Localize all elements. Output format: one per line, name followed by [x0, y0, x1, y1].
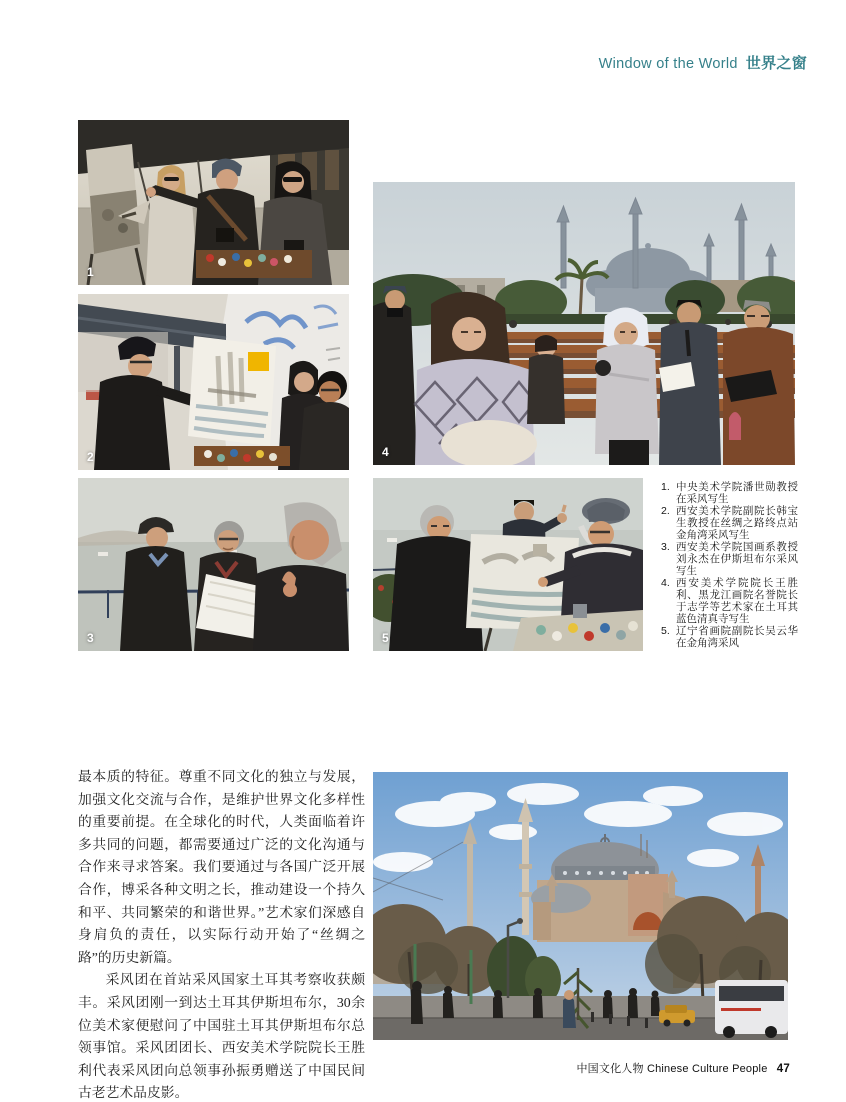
- caption-item: [661, 505, 798, 541]
- photo-number-badge: 1: [87, 265, 94, 279]
- caption-text: 辽宁省画院副院长吴云华在金角湾采风: [676, 625, 798, 649]
- caption-number: 2.: [661, 505, 670, 517]
- photo-4-illustration: [373, 182, 795, 465]
- caption-item: [661, 481, 798, 505]
- section-title-zh: 世界之窗: [745, 55, 807, 72]
- photo-painting-on-ferry: [78, 120, 349, 285]
- article-body: [78, 766, 365, 1102]
- caption-number: 1.: [661, 481, 670, 493]
- photo-captions-list: [661, 481, 798, 649]
- caption-item: [661, 541, 798, 577]
- photo-number-badge: 5: [382, 631, 389, 645]
- section-title-en: Window of the World: [598, 56, 738, 72]
- photo-number-badge: 2: [87, 450, 94, 464]
- caption-item: [661, 625, 798, 649]
- journal-name-zh: 中国文化人物: [576, 1063, 644, 1075]
- photo-number-badge: 4: [382, 445, 389, 459]
- journal-name-en: Chinese Culture People: [646, 1063, 768, 1075]
- photo-painter-easel-thumbsup: [373, 478, 643, 651]
- page-number: 47: [776, 1063, 790, 1075]
- photo-3-illustration: [78, 478, 349, 651]
- photo-sketchbook-review: [78, 478, 349, 651]
- page-footer: [576, 1060, 790, 1076]
- photo-painter-graffiti-wall: [78, 294, 349, 470]
- caption-number: 4.: [661, 577, 670, 589]
- photo-5-illustration: [373, 478, 643, 651]
- caption-text: 中央美术学院潘世勋教授在采风写生: [676, 481, 798, 505]
- caption-text: 西安美术学院副院长韩宝生教授在丝绸之路终点站金角湾采风写生: [676, 505, 798, 541]
- article-paragraph-2: 采风团在首站采风国家土耳其考察收获颇丰。采风团刚一到达土耳其伊斯坦布尔，30余位美术家便慰问了中国驻土耳其伊斯坦布尔总领事馆。采风团团长、西安美术学院院长王胜利代表采风团向总领事孙振勇赠送了中国民间古老艺术品皮影。: [78, 972, 365, 1101]
- caption-number: 3.: [661, 541, 670, 553]
- caption-number: 5.: [661, 625, 670, 637]
- photo-6-illustration: [373, 772, 788, 1040]
- caption-text: 西安美术学院院长王胜利、黑龙江画院名誉院长于志学等艺术家在土耳其蓝色清真寺写生: [676, 577, 798, 625]
- caption-item: [661, 577, 798, 625]
- photo-blue-mosque-square: [373, 182, 795, 465]
- photo-2-illustration: [78, 294, 349, 470]
- caption-text: 西安美术学院国画系教授刘永杰在伊斯坦布尔采风写生: [676, 541, 798, 577]
- section-header: [599, 52, 807, 73]
- photo-hagia-sophia: [373, 772, 788, 1040]
- photo-number-badge: 3: [87, 631, 94, 645]
- photo-1-illustration: [78, 120, 349, 285]
- article-paragraph-1: 最本质的特征。尊重不同文化的独立与发展，加强文化交流与合作，是维护世界文化多样性的重要前提。在全球化的时代，人类面临着许多共同的问题，都需要通过广泛的文化沟通与合作来寻求答案。我们要通过与各国广泛开展合作，博采各种文明之长，推动建设一个持久和平、共同繁荣的和谐世界。”艺术家们深感自身肩负的责任，以实际行动开始了“丝绸之路”的历史新篇。: [78, 769, 365, 965]
